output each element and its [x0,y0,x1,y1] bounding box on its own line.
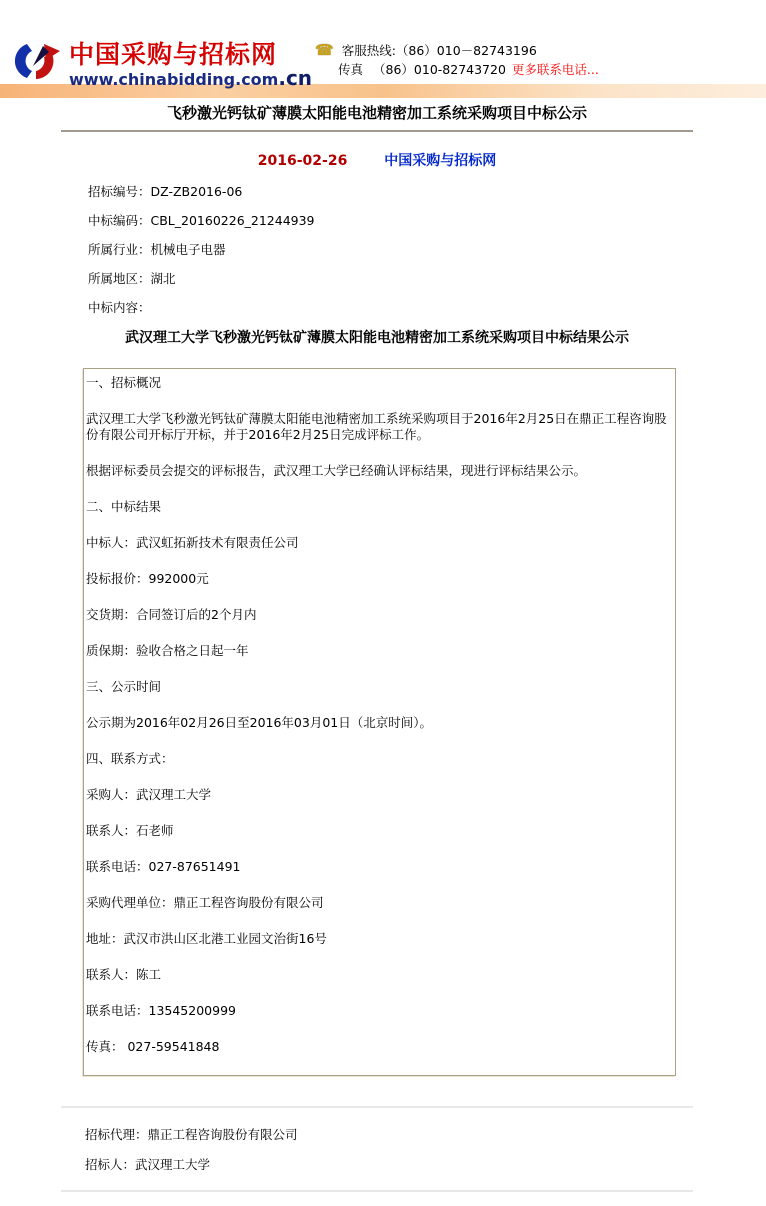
notice-paragraph: 传真： 027-59541848 [86,1039,220,1054]
notice-paragraph: 二、中标结果 [86,499,162,514]
meta-field-row: 中标编码：CBL_20160226_21244939 [88,213,315,228]
notice-paragraph: 根据评标委员会提交的评标报告，武汉理工大学已经确认评标结果，现进行评标结果公示。 [86,463,587,478]
meta-field-list [61,184,693,316]
notice-paragraph: 联系人：石老师 [86,823,174,838]
footer-agent-row: 招标代理：鼎正工程咨询股份有限公司 [85,1127,298,1142]
notice-box [83,368,676,1076]
site-url[interactable]: www.chinabidding.com.cn [69,66,313,90]
notice-paragraph: 投标报价：992000元 [86,571,209,586]
meta-field-row: 所属地区：湖北 [88,271,176,286]
notice-paragraph: 中标人：武汉虹拓新技术有限责任公司 [86,535,299,550]
site-logo[interactable] [13,42,312,88]
notice-paragraph: 采购人：武汉理工大学 [86,787,212,802]
notice-paragraph: 联系人：陈工 [86,967,162,982]
footer-divider-bottom [61,1190,693,1192]
meta-field-row: 中标内容： [88,300,151,315]
meta-field-row: 所属行业：机械电子电器 [88,242,226,257]
footer-field-list [61,1108,693,1173]
site-url-suffix: .cn [278,66,313,90]
notice-paragraph: 交货期：合同签订后的2个月内 [86,607,257,622]
source-site-link[interactable]: 中国采购与招标网 [384,153,497,169]
notice-paragraph: 联系电话：13545200999 [86,1003,236,1018]
publish-date: 2016-02-26 [257,153,348,169]
hotline-number: （86）010－82743196 [395,42,537,58]
notice-paragraph: 武汉理工大学飞秒激光钙钛矿薄膜太阳能电池精密加工系统采购项目于2016年2月25日在鼎正工程咨询股份有限公司开标厅开标，并于2016年2月25日完成评标工作。 [86,411,667,442]
page-header [0,0,766,90]
notice-paragraph: 公示期为2016年02月26日至2016年03月01日（北京时间）。 [86,715,432,730]
article-dateline [61,150,693,170]
notice-paragraph: 联系电话：027-87651491 [86,859,241,874]
notice-paragraph: 采购代理单位：鼎正工程咨询股份有限公司 [86,895,324,910]
result-subtitle: 武汉理工大学飞秒激光钙钛矿薄膜太阳能电池精密加工系统采购项目中标结果公示 [125,330,629,346]
notice-paragraph: 一、招标概况 [86,375,162,390]
header-contact-block [315,40,599,78]
notice-paragraph: 三、公示时间 [86,679,162,694]
fax-number: （86）010-82743720 [373,61,506,77]
logo-text [69,42,312,88]
hotline-row [315,40,599,59]
title-divider [61,130,693,132]
notice-paragraph: 地址：武汉市洪山区北港工业园文治街16号 [86,931,327,946]
telephone-icon: ☎ [315,40,334,59]
article-content [61,104,693,1192]
footer-tenderer-row: 招标人：武汉理工大学 [85,1157,211,1172]
site-name: 中国采购与招标网 [69,40,278,69]
article-title: 飞秒激光钙钛矿薄膜太阳能电池精密加工系统采购项目中标公示 [166,104,587,122]
fax-label: 传真 [338,61,364,77]
fax-row [315,59,599,78]
notice-paragraph: 质保期：验收合格之日起一年 [86,643,249,658]
hotline-label: 客服热线: [341,42,396,58]
meta-field-row: 招标编号：DZ-ZB2016-06 [88,184,243,199]
notice-paragraph: 四、联系方式： [86,751,174,766]
logo-swirl-icon [13,42,63,80]
more-contacts-link[interactable]: 更多联系电话... [511,61,599,77]
